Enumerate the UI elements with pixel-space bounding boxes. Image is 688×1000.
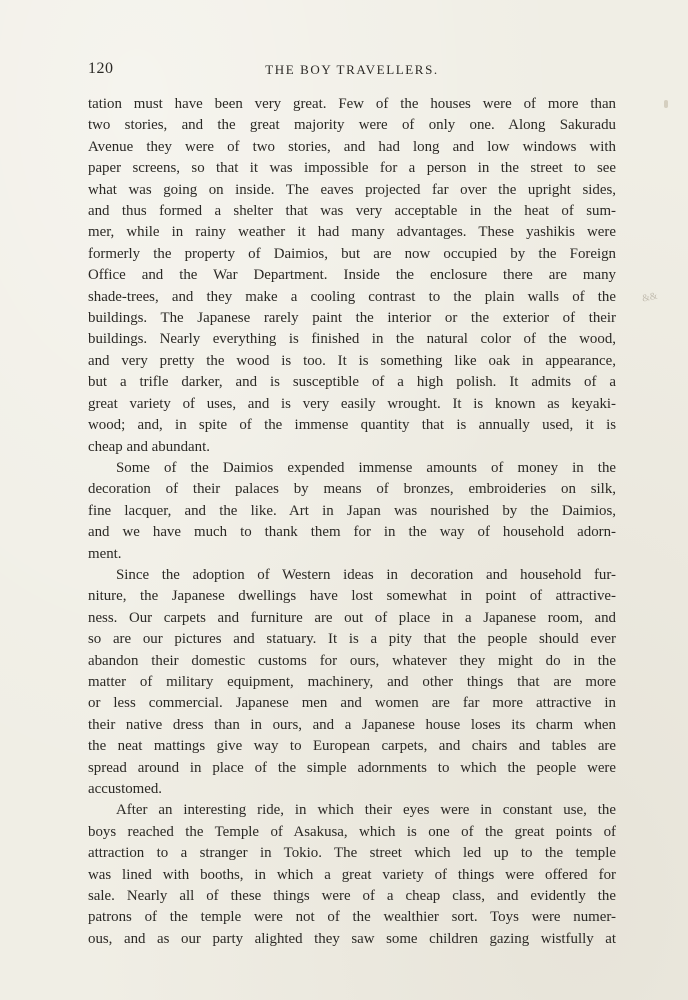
text-line: buildings. The Japanese rarely paint the interior or the exterior of their (88, 310, 616, 327)
text-line: tation must have been very great. Few of the houses were of more than (88, 96, 616, 112)
text-line: spread around in place of the simple adornments to which the people were (88, 759, 616, 776)
page-header (88, 60, 616, 84)
text-line: their native dress than in ours, and a Japanese house loses its charm when (88, 716, 616, 733)
text-line: and we have much to thank them for in the way of household adorn- (88, 524, 616, 541)
text-line: wood; and, in spite of the immense quantity that is annually used, it is (88, 417, 616, 434)
body-text (88, 94, 616, 950)
text-line: and thus formed a shelter that was very acceptable in the heat of sum- (88, 203, 616, 220)
text-line: mer, while in rainy weather it had many advantages. These yashikis were (88, 224, 616, 241)
text-line: Avenue they were of two stories, and had long and low windows with (88, 138, 616, 155)
page-number: 120 (88, 60, 114, 77)
paragraph-2 (88, 458, 616, 565)
text-line: was lined with booths, in which a great variety of things were offered for (88, 866, 616, 883)
text-line: boys reached the Temple of Asakusa, which is one of the great points of (88, 823, 616, 840)
text-line: fine lacquer, and the like. Art in Japan was nourished by the Daimios, (88, 502, 616, 519)
text-line: the neat mattings give way to European carpets, and chairs and tables are (88, 738, 616, 755)
text-line: decoration of their palaces by means of bronzes, embroideries on silk, (88, 481, 616, 498)
text-line: abandon their domestic customs for ours, whatever they might do in the (88, 652, 616, 669)
text-line: shade-trees, and they make a cooling contrast to the plain walls of the (88, 288, 616, 305)
paragraph-3 (88, 565, 616, 800)
text-line: ous, and as our party alighted they saw some children gazing wistfully at (88, 930, 616, 947)
text-line: great variety of uses, and is very easily wrought. It is known as keyaki- (88, 395, 616, 412)
text-line: niture, the Japanese dwellings have lost somewhat in point of attractive- (88, 588, 616, 605)
text-line: attraction to a stranger in Tokio. The street which led up to the temple (88, 845, 616, 862)
text-line: what was going on inside. The eaves projected far over the upright sides, (88, 181, 616, 198)
text-line: matter of military equipment, machinery, and other things that are more (88, 673, 616, 690)
text-line: formerly the property of Daimios, but are now occupied by the Foreign (88, 245, 616, 262)
text-line: After an interesting ride, in which their eyes were in constant use, the (116, 802, 616, 819)
text-line: so are our pictures and statuary. It is a pity that the people should ever (88, 631, 616, 648)
running-title: THE BOY TRAVELLERS. (265, 62, 439, 77)
text-line: but a trifle darker, and is susceptible of a high polish. It admits of a (88, 374, 616, 391)
text-line: or less commercial. Japanese men and women are far more attractive in (88, 695, 616, 712)
paper-speck (664, 100, 668, 108)
text-line: paper screens, so that it was impossible for a person in the street to see (88, 160, 616, 177)
text-line: ness. Our carpets and furniture are out of place in a Japanese room, and (88, 609, 616, 626)
text-line: Some of the Daimios expended immense amounts of money in the (116, 459, 616, 476)
text-line: sale. Nearly all of these things were of a cheap class, and evidently the (88, 888, 616, 905)
text-line: patrons of the temple were not of the wealthier sort. Toys were numer- (88, 909, 616, 926)
text-line: Office and the War Department. Inside the enclosure there are many (88, 267, 616, 284)
text-line: Since the adoption of Western ideas in decoration and household fur- (116, 566, 616, 583)
text-line: accustomed. (88, 781, 163, 797)
text-line: and very pretty the wood is too. It is something like oak in appearance, (88, 352, 616, 369)
paragraph-4 (88, 800, 616, 950)
margin-annotation: && (641, 290, 659, 305)
paragraph-1 (88, 94, 616, 458)
text-line: cheap and abundant. (88, 438, 210, 455)
text-line: buildings. Nearly everything is finished in the natural color of the wood, (88, 331, 616, 348)
text-line: two stories, and the great majority were of only one. Along Sakuradu (88, 117, 616, 134)
text-line: ment. (88, 545, 122, 562)
